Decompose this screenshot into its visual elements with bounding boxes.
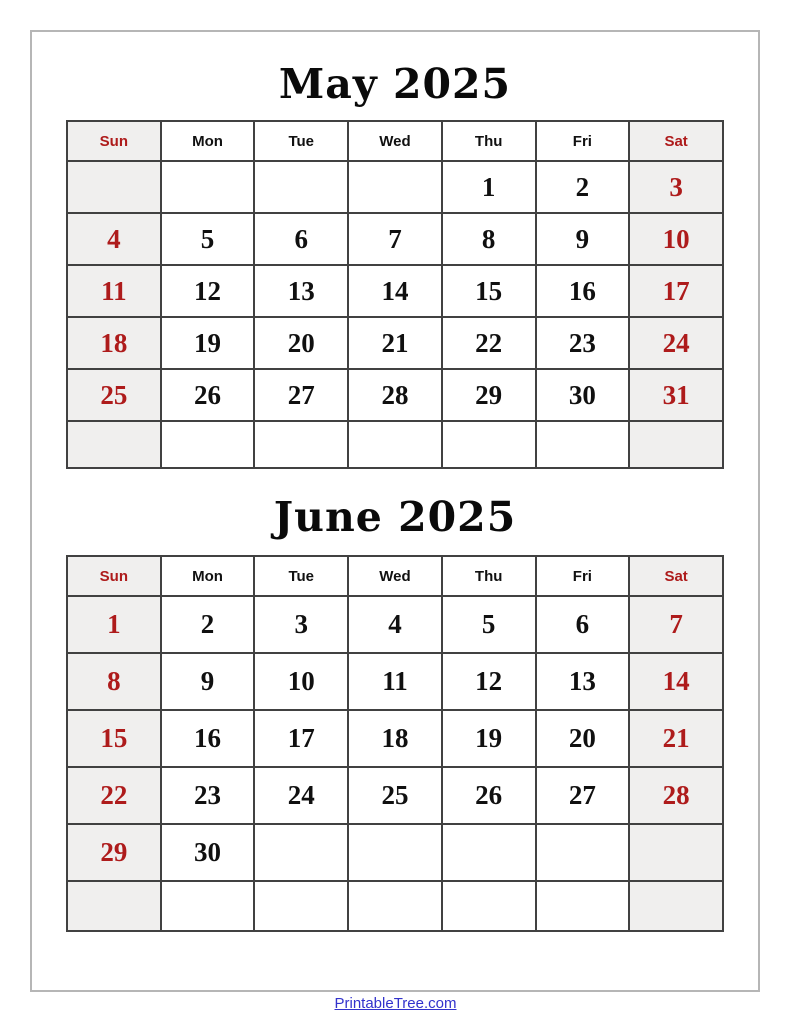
weekday-header-row — [67, 121, 723, 161]
week-row — [67, 596, 723, 653]
day-cell-23: 23 — [536, 317, 630, 369]
month-grid-june — [66, 555, 724, 932]
day-cell-27: 27 — [254, 369, 348, 421]
day-cell-28: 28 — [629, 767, 723, 824]
week-row — [67, 824, 723, 881]
day-cell-10: 10 — [629, 213, 723, 265]
day-cell-17: 17 — [629, 265, 723, 317]
day-cell-4: 4 — [67, 213, 161, 265]
weekday-header-row — [67, 556, 723, 596]
day-cell-12: 12 — [442, 653, 536, 710]
week-row — [67, 421, 723, 468]
day-cell-1: 1 — [67, 596, 161, 653]
day-cell-25: 25 — [348, 767, 442, 824]
day-cell-2: 2 — [536, 161, 630, 213]
day-cell-26: 26 — [161, 369, 255, 421]
day-header-sat: Sat — [629, 556, 723, 596]
month-section-may — [32, 32, 758, 469]
empty-day-cell — [629, 824, 723, 881]
week-row — [67, 265, 723, 317]
day-header-sun: Sun — [67, 121, 161, 161]
day-cell-6: 6 — [254, 213, 348, 265]
day-cell-21: 21 — [629, 710, 723, 767]
day-cell-20: 20 — [536, 710, 630, 767]
day-cell-3: 3 — [254, 596, 348, 653]
empty-day-cell — [348, 824, 442, 881]
day-cell-5: 5 — [442, 596, 536, 653]
day-cell-16: 16 — [536, 265, 630, 317]
empty-day-cell — [161, 421, 255, 468]
week-row — [67, 317, 723, 369]
day-cell-11: 11 — [67, 265, 161, 317]
day-cell-7: 7 — [629, 596, 723, 653]
day-cell-10: 10 — [254, 653, 348, 710]
day-cell-6: 6 — [536, 596, 630, 653]
day-cell-23: 23 — [161, 767, 255, 824]
day-header-wed: Wed — [348, 121, 442, 161]
day-cell-25: 25 — [67, 369, 161, 421]
week-row — [67, 881, 723, 931]
day-cell-9: 9 — [536, 213, 630, 265]
week-row — [67, 710, 723, 767]
month-title-may: May 2025 — [278, 60, 512, 108]
day-cell-1: 1 — [442, 161, 536, 213]
empty-day-cell — [348, 881, 442, 931]
day-cell-22: 22 — [67, 767, 161, 824]
day-cell-16: 16 — [161, 710, 255, 767]
day-cell-13: 13 — [536, 653, 630, 710]
day-cell-28: 28 — [348, 369, 442, 421]
day-cell-30: 30 — [536, 369, 630, 421]
empty-day-cell — [254, 824, 348, 881]
week-row — [67, 161, 723, 213]
day-header-tue: Tue — [254, 556, 348, 596]
empty-day-cell — [629, 421, 723, 468]
month-title-june: June 2025 — [273, 493, 517, 541]
month-section-june — [32, 469, 758, 932]
day-header-mon: Mon — [161, 556, 255, 596]
day-cell-20: 20 — [254, 317, 348, 369]
empty-day-cell — [67, 421, 161, 468]
day-cell-27: 27 — [536, 767, 630, 824]
day-cell-8: 8 — [442, 213, 536, 265]
week-row — [67, 369, 723, 421]
empty-day-cell — [442, 881, 536, 931]
day-cell-13: 13 — [254, 265, 348, 317]
empty-day-cell — [536, 824, 630, 881]
day-header-thu: Thu — [442, 121, 536, 161]
day-cell-29: 29 — [442, 369, 536, 421]
day-header-tue: Tue — [254, 121, 348, 161]
day-header-mon: Mon — [161, 121, 255, 161]
day-cell-14: 14 — [629, 653, 723, 710]
day-cell-5: 5 — [161, 213, 255, 265]
day-header-wed: Wed — [348, 556, 442, 596]
day-header-fri: Fri — [536, 121, 630, 161]
day-cell-18: 18 — [348, 710, 442, 767]
footer — [0, 995, 791, 1013]
empty-day-cell — [442, 824, 536, 881]
week-row — [67, 653, 723, 710]
day-cell-15: 15 — [442, 265, 536, 317]
day-cell-15: 15 — [67, 710, 161, 767]
empty-day-cell — [161, 161, 255, 213]
day-cell-31: 31 — [629, 369, 723, 421]
day-cell-22: 22 — [442, 317, 536, 369]
day-cell-2: 2 — [161, 596, 255, 653]
day-cell-24: 24 — [254, 767, 348, 824]
empty-day-cell — [536, 881, 630, 931]
month-grid-may — [66, 120, 724, 469]
day-header-sun: Sun — [67, 556, 161, 596]
day-cell-12: 12 — [161, 265, 255, 317]
week-row — [67, 767, 723, 824]
day-cell-29: 29 — [67, 824, 161, 881]
day-cell-7: 7 — [348, 213, 442, 265]
day-cell-11: 11 — [348, 653, 442, 710]
dates-body — [67, 596, 723, 931]
day-cell-8: 8 — [67, 653, 161, 710]
empty-day-cell — [442, 421, 536, 468]
weekday-header-row — [67, 556, 723, 596]
week-row — [67, 213, 723, 265]
calendar-page — [30, 30, 760, 992]
day-cell-19: 19 — [442, 710, 536, 767]
empty-day-cell — [67, 161, 161, 213]
empty-day-cell — [67, 881, 161, 931]
day-cell-21: 21 — [348, 317, 442, 369]
day-cell-4: 4 — [348, 596, 442, 653]
day-cell-17: 17 — [254, 710, 348, 767]
day-header-thu: Thu — [442, 556, 536, 596]
day-cell-24: 24 — [629, 317, 723, 369]
dates-body — [67, 161, 723, 468]
footer-link[interactable]: PrintableTree.com — [334, 995, 457, 1012]
empty-day-cell — [254, 421, 348, 468]
weekday-header-row — [67, 121, 723, 161]
empty-day-cell — [161, 881, 255, 931]
empty-day-cell — [348, 421, 442, 468]
empty-day-cell — [536, 421, 630, 468]
day-cell-30: 30 — [161, 824, 255, 881]
day-cell-18: 18 — [67, 317, 161, 369]
day-cell-3: 3 — [629, 161, 723, 213]
empty-day-cell — [254, 161, 348, 213]
day-cell-9: 9 — [161, 653, 255, 710]
day-header-sat: Sat — [629, 121, 723, 161]
empty-day-cell — [348, 161, 442, 213]
empty-day-cell — [254, 881, 348, 931]
day-cell-19: 19 — [161, 317, 255, 369]
day-cell-14: 14 — [348, 265, 442, 317]
day-cell-26: 26 — [442, 767, 536, 824]
day-header-fri: Fri — [536, 556, 630, 596]
empty-day-cell — [629, 881, 723, 931]
